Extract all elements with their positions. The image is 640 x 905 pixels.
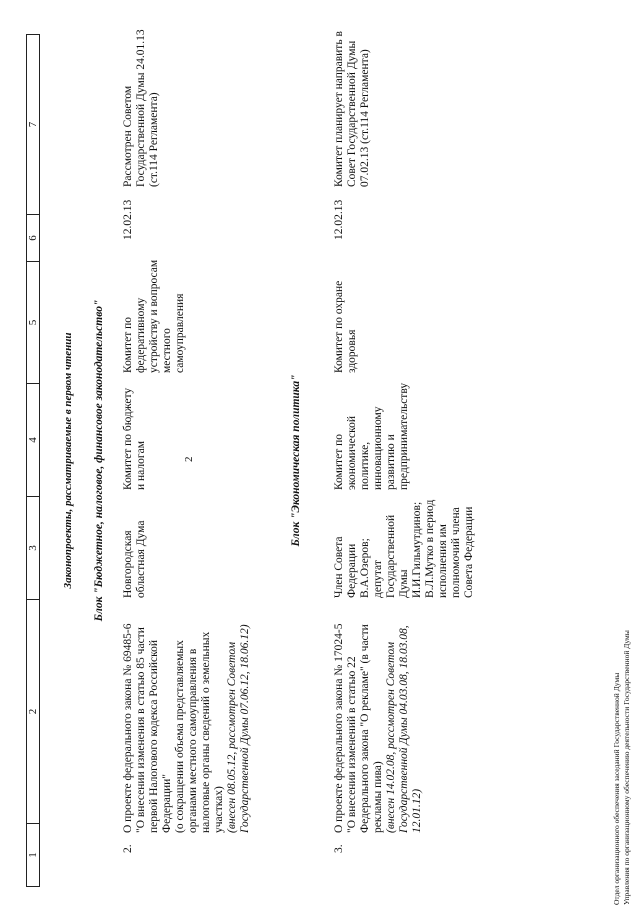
bill-note: (о сокращении объема представляемых органами местного самоуправления в налоговые органы сведений о земельных участках)	[174, 631, 225, 833]
bill-title: О проекте федерального закона № 69485-6 "О внесении изменения в статью 85 части первой Налогового кодекса Российской Федерации"	[122, 623, 173, 833]
col-header-1: 1	[27, 824, 40, 887]
bill-author: Новгородская областная Дума	[122, 520, 147, 598]
bill-history: (внесен 14.02.08, рассмотрен Советом Государственной Думы 04.03.08, 18.03.08, 12.01.12)	[385, 625, 423, 833]
col-header-4: 4	[27, 384, 40, 497]
bill-title: О проекте федерального закона № 17024-5 "О внесении изменений в статью 22 Федерального закона "О рекламе" (в части рекламы пива)	[333, 623, 384, 833]
bill-author: Член Совета Федерации В.А.Озеров; депутат Государственной Думы И.И.Гильмутдинов; В.Л.Мутко в период исполнения им полномочий члена Совета Федерации	[333, 499, 475, 598]
column-number-header	[26, 34, 40, 887]
col-header-5: 5	[27, 262, 40, 384]
section-title: Законопроекты, рассматриваемые в первом чтении	[62, 332, 74, 589]
col-header-7: 7	[27, 35, 40, 215]
co-executor-committee: Комитет по федеративному устройству и вопросам местного самоуправления	[122, 259, 186, 373]
block-title-economic: Блок "Экономическая политика"	[290, 374, 302, 547]
bill-description	[122, 615, 252, 833]
status-note: Рассмотрен Советом Государственной Думы 24.01.13 (ст.114 Регламента)	[122, 29, 160, 187]
footer-line-1: Отдел организационного обеспечения заседаний Государственной Думы	[612, 672, 621, 905]
block-title-budget: Блок "Бюджетное, налоговое, финансовое законодательство"	[93, 299, 105, 622]
bill-history: (внесен 08.05.12, рассмотрен Советом Государственной Думы 07.06.12, 18.06.12)	[226, 624, 251, 833]
col-header-2: 2	[27, 600, 40, 824]
responsible-committee: Комитет по бюджету и налогам	[122, 387, 147, 490]
bill-description	[333, 615, 424, 833]
status-note: Комитет планирует направить в Совет Государственной Думы 07.02.13 (ст.114 Регламента)	[333, 31, 371, 187]
footer-line-2: Управления по организационному обеспечению деятельности Государственной Думы	[622, 630, 631, 905]
row-number: 3.	[333, 844, 345, 853]
row-number: 2.	[122, 844, 134, 853]
col-header-3: 3	[27, 497, 40, 600]
co-executor-committee: Комитет по охране здоровья	[333, 280, 358, 373]
page-number: 2	[183, 456, 195, 462]
responsible-committee: Комитет по экономической политике, инновационному развитию и предпринимательству	[333, 382, 410, 490]
review-date: 12.02.13	[333, 199, 345, 240]
col-header-6: 6	[27, 215, 40, 262]
review-date: 12.02.13	[122, 199, 134, 240]
